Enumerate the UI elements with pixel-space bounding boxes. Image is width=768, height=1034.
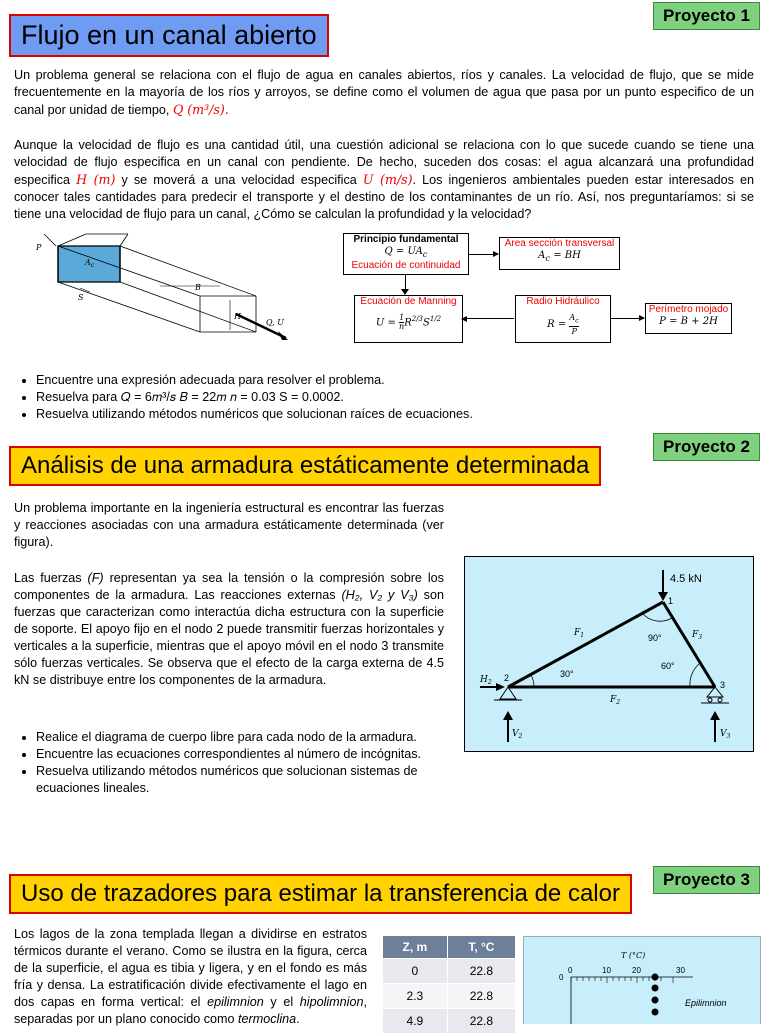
p-label: P: [36, 243, 42, 252]
arrow-radio-manning: [462, 318, 514, 319]
b-label: B: [195, 283, 201, 292]
manning-box: Ecuación de Manning U = $\frac{1}{n}$ $R^{2/3}S^{1/2}$: [354, 295, 463, 343]
p1-bullets: [14, 372, 756, 423]
arrow-principio-area: [468, 254, 498, 255]
list-item: • Resuelva utilizando métodos numéricos que solucionan raíces de ecuaciones.: [36, 406, 756, 423]
data-point: [652, 974, 659, 981]
project-1-badge: Proyecto 1: [653, 2, 760, 30]
p2-paragraph-1: Un problema importante en la ingeniería estructural es encontrar las fuerzas y reacciones asociadas con una armadura estáticamente determinada (ver figura).: [14, 501, 444, 549]
f2-label: $F_2$: [610, 695, 621, 706]
epilimnion-label: Epilimnion: [685, 998, 727, 1008]
node-2-label: 2: [504, 673, 510, 683]
area-box: Área sección transversal $A_c$ = BH: [499, 237, 620, 270]
principio-box: Principio fundamental $Q = UA_c$ Ecuación de continuidad: [343, 233, 469, 275]
f3-label: $F_3$: [692, 630, 703, 641]
angle-30-label: 30°: [560, 669, 574, 679]
data-point: [652, 985, 659, 992]
data-point: [652, 1009, 659, 1016]
ac-label: $A_c$: [85, 258, 95, 269]
list-item: • Realice el diagrama de cuerpo libre para cada nodo de la armadura.: [36, 729, 446, 746]
list-item: • Resuelva utilizando métodos numéricos que solucionan sistemas de ecuaciones lineales.: [36, 763, 446, 797]
chart-axis-label: T (°C): [621, 951, 646, 960]
channel-figure: [30, 230, 300, 350]
qu-label: Q, U: [266, 318, 284, 327]
x-tick-label: 0: [568, 966, 573, 975]
h2-label: $H_2$: [480, 675, 492, 686]
temperature-profile-figure: [523, 936, 761, 1024]
p3-paragraph: Los lagos de la zona templada llegan a dividirse en estratos térmicos durante el verano. Como se ilustra en la figura, cerca de la superficie, el agua es tibia y ligera, y en el fondo es más fría y densa. La estratificación divide efectivamente el lago en dos capas en forma vertical: el epilimnion y el hipolimnion, separadas por un plano conocido como termoclina.: [14, 927, 367, 1026]
data-point: [652, 997, 659, 1004]
project-1-title: Flujo en un canal abierto: [9, 14, 329, 57]
angle-60-label: 60°: [661, 661, 675, 671]
p1-u-variable: U (m/s): [362, 172, 413, 187]
x-tick-label: 20: [632, 966, 641, 975]
list-item: • Resuelva para 𝑄 = 6𝑚³/𝑠 𝐵 = 22𝑚 𝑛 = 0.03 S = 0.0002.: [36, 389, 756, 406]
x-tick-label: 30: [676, 966, 685, 975]
node-1-label: 1: [668, 596, 674, 606]
p1-paragraph-2: Aunque la velocidad de flujo es una cantidad útil, una cuestión adicional se relaciona con lo que sucede cuando se tiene una velocidad de flujo especifica en un canal con pendiente. De hecho, suceden dos cosas: el agua alcanzará una profundidad especifica H (m) y se moverá a una velocidad especifica U (m/s). Los ingenieros ambientales pueden estar interesados en conocer tales cantidades para predecir el transporte y el destino de los contaminantes de un río. Así, nos preguntaríamos: si se tiene una velocidad de flujo para un canal, ¿Cómo se calculan la profundidad y la velocidad?: [14, 138, 754, 221]
project-3-title: Uso de trazadores para estimar la transferencia de calor: [9, 874, 632, 914]
table-row: 4.9 22.8: [383, 1009, 516, 1034]
x-tick-label: 10: [602, 966, 611, 975]
list-item: • Encuentre las ecuaciones correspondientes al número de incógnitas.: [36, 746, 446, 763]
project-3-badge: Proyecto 3: [653, 866, 760, 894]
temperature-table: [382, 935, 516, 1034]
node-3-label: 3: [720, 680, 726, 690]
perimetro-box: Perímetro mojado P = B + 2H: [645, 303, 732, 334]
list-item: • Encuentre una expresión adecuada para resolver el problema.: [36, 372, 756, 389]
p1-h-variable: H (m): [76, 172, 116, 187]
project-2-title: Análisis de una armadura estáticamente determinada: [9, 446, 601, 486]
p2-bullets: [14, 729, 446, 797]
v2-label: $V_2$: [512, 729, 523, 740]
table-row: 0 22.8: [383, 959, 516, 984]
h-label: H: [234, 312, 241, 321]
p2-paragraph-2: Las fuerzas (F) representan ya sea la tensión o la compresión sobre los componentes de la armadura. Las reacciones externas (H₂, V₂ y V₃) son fuerzas que caracterizan como interactúa dicha estructura con la superficie de soporte. El apoyo fijo en el nodo 2 puede transmitir fuerzas horizontales y verticales a la superficie, mientras que el apoyo móvil en el nodo 3 transmite sólo fuerzas verticales. Se observa que el efecto de la carga externa de 4.5 kN se distribuye entre los componentes de la armadura.: [14, 571, 444, 687]
load-label: 4.5 kN: [670, 573, 702, 585]
truss-figure: [464, 556, 754, 752]
radio-box: Radio Hidráulico R = $\frac{A_c}{P}$: [515, 295, 611, 343]
v3-label: $V_3$: [720, 729, 731, 740]
angle-90-label: 90°: [648, 633, 662, 643]
arrow-radio-perimetro: [610, 318, 644, 319]
table-header: T, °C: [447, 936, 515, 959]
p1-paragraph-1: Un problema general se relaciona con el flujo de agua en canales abiertos, ríos y canales. La velocidad de flujo, que se mide frecuentemente en la mayoría de los ríos y arroyos, se define como el volumen de agua que pasa por un punto especifico de un canal por unidad de tiempo, Q (m³/s).: [14, 68, 754, 117]
f1-label: $F_1$: [574, 628, 585, 639]
y-tick-label: 0: [559, 973, 564, 982]
s-label: S: [78, 293, 84, 302]
table-header: Z, m: [383, 936, 448, 959]
p1-q-variable: Q (m³/s).: [172, 102, 229, 117]
table-row: 2.3 22.8: [383, 984, 516, 1009]
project-2-badge: Proyecto 2: [653, 433, 760, 461]
